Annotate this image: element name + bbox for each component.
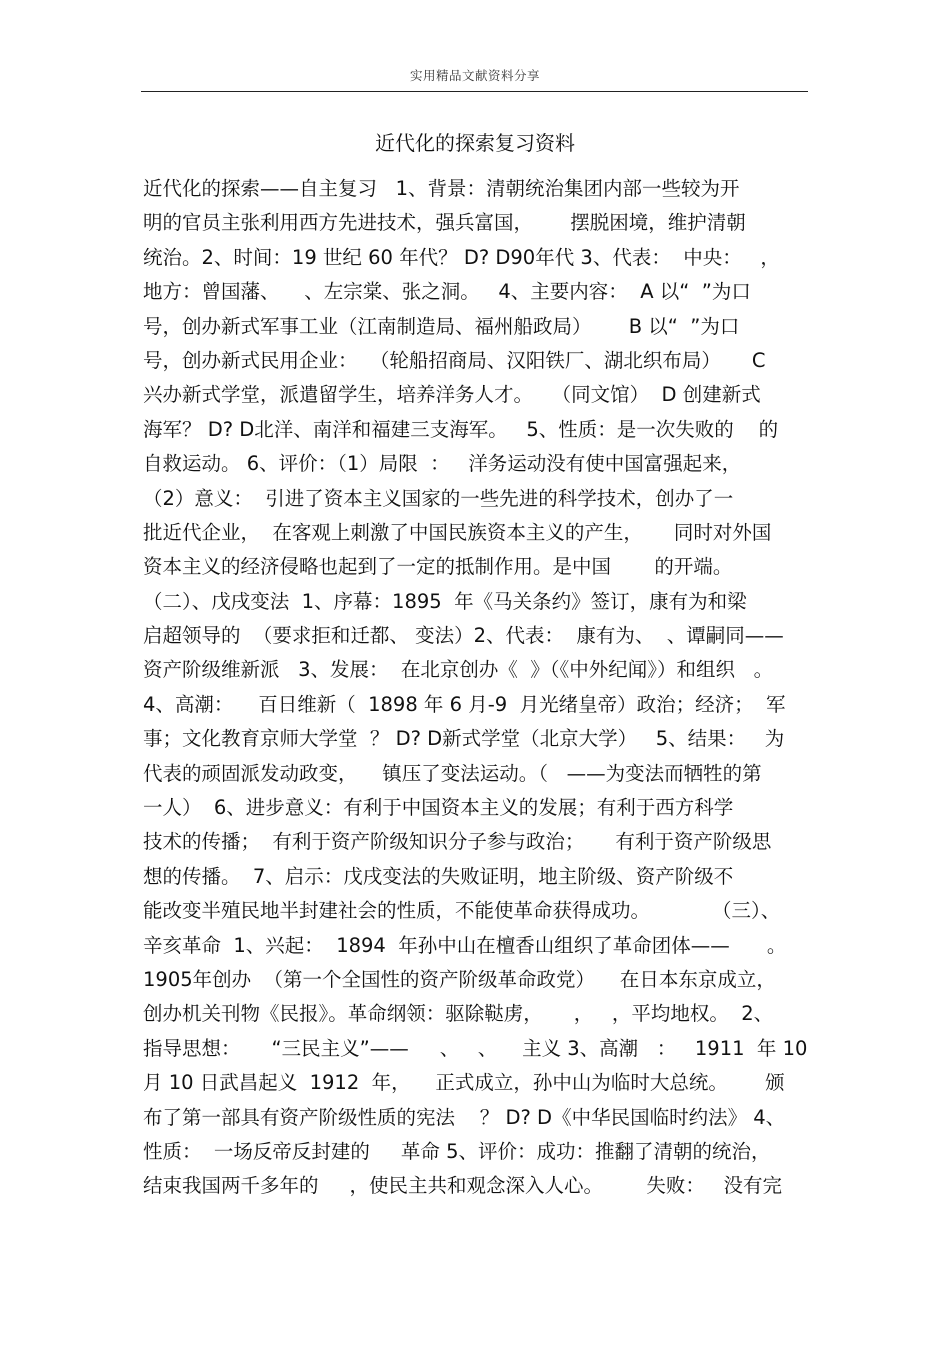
body-line: 1905年创办 （第一个全国性的资产阶级革命政党） 在日本东京成立， <box>143 967 776 991</box>
body-line: 性质： 一场反帝反封建的 革命 5、评价：成功：推翻了清朝的统治， <box>143 1139 771 1163</box>
body-line: 兴办新式学堂，派遣留学生，培养洋务人才。 （同文馆） D 创建新式 <box>143 383 761 407</box>
body-line: 能改变半殖民地半封建社会的性质，不能使革命获得成功。 （三）、 <box>143 899 781 923</box>
body-line: 想的传播。 7、启示：戊戌变法的失败证明，地主阶级、资产阶级不 <box>143 864 734 888</box>
body-line: 一人） 6、进步意义：有利于中国资本主义的发展；有利于西方科学 <box>143 796 734 820</box>
body-line: 代表的顽固派发动政变， 镇压了变法运动。（ ——为变法而牺牲的第 <box>143 761 762 785</box>
body-line: 地方：曾国藩、 、左宗棠、张之洞。 4、主要内容： A 以“ ”为口 <box>143 280 751 304</box>
body-line: 指导思想： “三民主义”—— 、 、 主义 3、高潮 ： 1911 年 10 <box>143 1036 808 1060</box>
body-line: 自救运动。 6、评价：（1）局限 ： 洋务运动没有使中国富强起来， <box>143 452 742 476</box>
body-line: 海军？ D? D北洋、南洋和福建三支海军。 5、性质：是一次失败的 的 <box>143 417 779 441</box>
page-header-text: 实用精品文献资料分享 <box>409 68 540 83</box>
body-line: 统治。2、时间：19 世纪 60 年代？ D? D90年代 3、代表： 中央： ， <box>143 245 780 269</box>
document-title: 近代化的探索复习资料 <box>375 131 575 155</box>
body-line: 技术的传播； 有利于资产阶级知识分子参与政治； 有利于资产阶级思 <box>143 830 772 854</box>
body-line: 近代化的探索——自主复习 1、背景：清朝统治集团内部一些较为开 <box>143 177 740 200</box>
body-line: （二）、戊戌变法 1、序幕：1895 年《马关条约》签订，康有为和梁 <box>143 589 747 613</box>
body-line: 资本主义的经济侵略也起到了一定的抵制作用。是中国 的开端。 <box>143 555 733 579</box>
body-line: 辛亥革命 1、兴起： 1894 年孙中山在檀香山组织了革命团体—— 。 <box>143 933 787 957</box>
body-line: 号，创办新式军事工业（江南制造局、福州船政局） B 以“ ”为口 <box>143 314 740 338</box>
header-divider <box>141 91 808 92</box>
body-line: 资产阶级维新派 3、发展： 在北京创办《 》（《中外纪闻》）和组织 。 <box>143 658 774 682</box>
body-line: （2）意义： 引进了资本主义国家的一些先进的科学技术，创办了一 <box>143 486 734 510</box>
body-line: 结束我国两千多年的 ，使民主共和观念深入人心。 失败： 没有完 <box>143 1174 782 1198</box>
body-line: 号，创办新式民用企业： （轮船招商局、汉阳铁厂、湖北织布局） C <box>143 348 766 372</box>
document-body <box>143 172 823 1204</box>
body-line: 布了第一部具有资产阶级性质的宪法 ？ D? D《中华民国临时约法》 4、 <box>143 1105 786 1129</box>
body-line: 创办机关刊物《民报》。革命纲领：驱除鞑虏， ， ，平均地权。 2、 <box>143 1002 774 1026</box>
body-line: 批近代企业， 在客观上刺激了中国民族资本主义的产生， 同时对外国 <box>143 520 772 544</box>
body-line: 启超领导的 （要求拒和迁都、 变法）2、代表： 康有为、 、谭嗣同—— <box>143 624 784 648</box>
body-line: 月 10 日武昌起义 1912 年， 正式成立，孙中山为临时大总统。 颁 <box>143 1071 785 1095</box>
body-line: 事；文化教育京师大学堂 ？ D? D新式学堂（北京大学） 5、结果： 为 <box>143 727 785 751</box>
body-line: 明的官员主张利用西方先进技术，强兵富国， 摆脱困境，维护清朝 <box>143 211 746 235</box>
body-line: 4、高潮： 百日维新（ 1898 年 6 月-9 月光绪皇帝）政治；经济； 军 <box>143 692 786 716</box>
